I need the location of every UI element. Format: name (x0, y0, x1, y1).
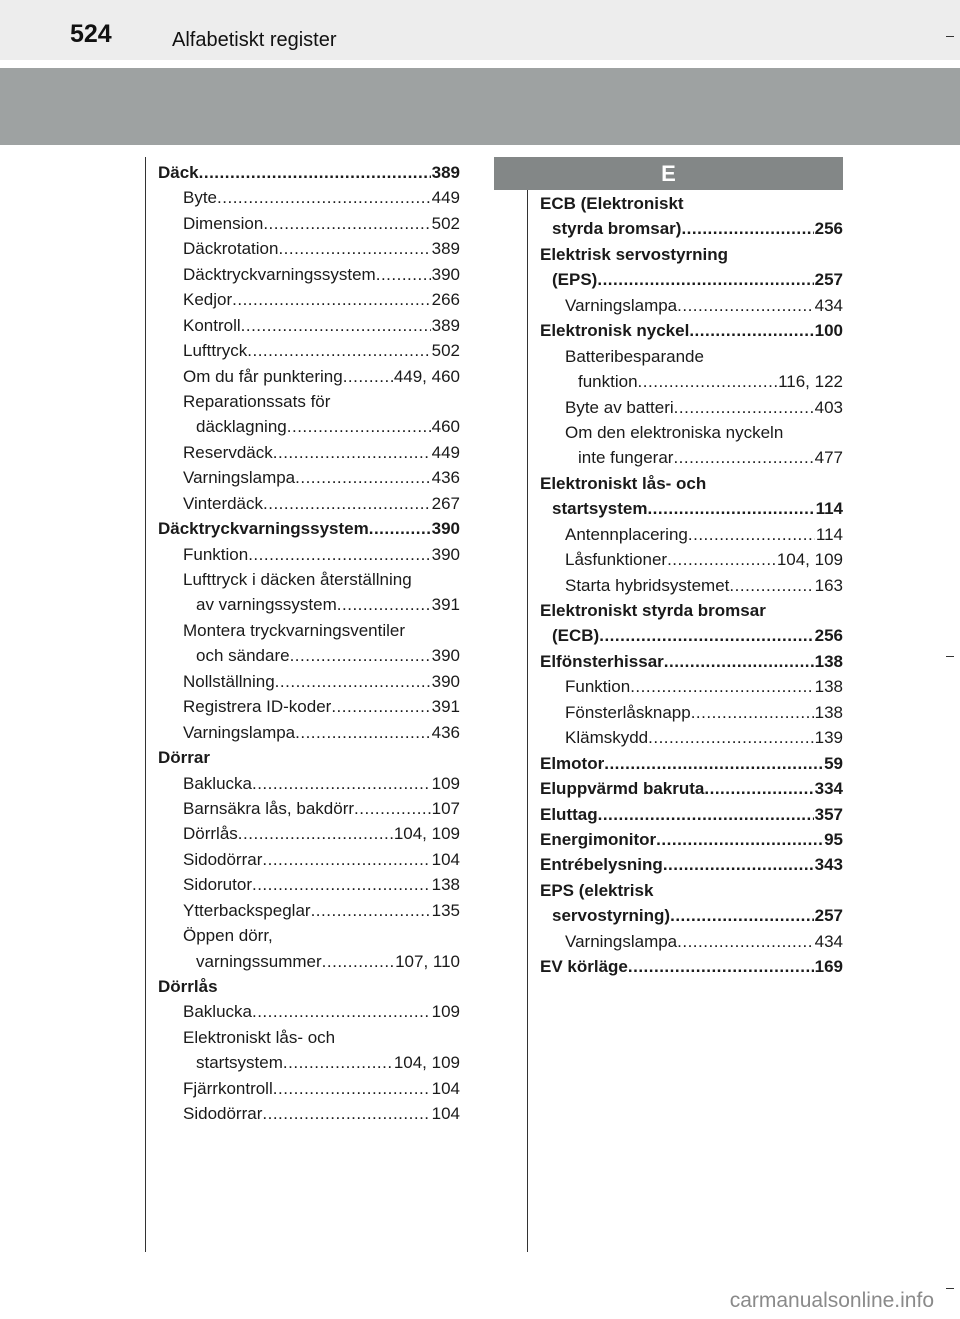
dot-leader (604, 751, 823, 776)
index-entry (158, 491, 460, 516)
index-term: Starta hybridsystemet (565, 575, 730, 595)
index-entry (158, 211, 460, 236)
index-entry (540, 878, 843, 903)
dot-leader (331, 694, 430, 719)
index-term: Barnsäkra lås, bakdörr (183, 798, 355, 818)
page-reference: 403 (814, 397, 843, 417)
page-reference: 391 (431, 697, 460, 717)
dot-leader (354, 796, 431, 821)
index-term: Reparationssats för (183, 391, 331, 411)
dot-leader (287, 414, 431, 439)
index-term: EPS (elektrisk (540, 880, 654, 900)
index-term: Antennplacering (565, 524, 688, 544)
dot-leader (337, 592, 431, 617)
dot-leader (262, 1101, 430, 1126)
dot-leader (670, 903, 814, 928)
page-reference: 390 (431, 646, 460, 666)
index-term: däcklagning (196, 417, 287, 437)
index-entry (158, 618, 460, 643)
page-reference: 266 (431, 290, 460, 310)
index-term: varningssummer (196, 951, 322, 971)
dot-leader (295, 720, 430, 745)
index-term: Kedjor (183, 290, 233, 310)
index-entry (158, 796, 460, 821)
page-reference: 139 (814, 728, 843, 748)
index-entry (158, 745, 460, 770)
index-entry (540, 674, 843, 699)
index-entry (540, 420, 843, 445)
crop-mark (946, 656, 954, 657)
dot-leader (238, 821, 393, 846)
page-reference: 436 (431, 468, 460, 488)
dot-leader (681, 216, 813, 241)
dot-leader (729, 573, 813, 598)
page-reference: 389 (431, 163, 460, 182)
index-term: Funktion (183, 544, 249, 564)
page-reference: 389 (431, 315, 460, 335)
index-entry (540, 267, 843, 292)
index-term: Dörrlås (183, 824, 238, 844)
column-rule-left (145, 157, 146, 1252)
dot-leader (647, 496, 814, 521)
page-reference: 434 (814, 931, 843, 951)
index-entry (158, 364, 460, 389)
page-reference: 256 (814, 626, 843, 646)
page-reference: 390 (431, 544, 460, 564)
page-reference: 104 (431, 1078, 460, 1098)
index-term: Däcktryckvarningssystem (183, 264, 376, 284)
index-entry (540, 293, 843, 318)
page-reference: 107 (431, 798, 460, 818)
page-reference: 477 (814, 448, 843, 468)
page-reference: 436 (431, 722, 460, 742)
index-entry (158, 440, 460, 465)
page-reference: 390 (431, 264, 460, 284)
section-title: Alfabetiskt register (172, 29, 337, 51)
index-entry (158, 1076, 460, 1101)
dot-leader (278, 236, 430, 261)
dot-leader (252, 999, 431, 1024)
dot-leader (677, 293, 813, 318)
dot-leader (648, 725, 813, 750)
dot-leader (295, 465, 430, 490)
index-entry (540, 522, 843, 547)
index-entry (158, 592, 460, 617)
index-term: Funktion (565, 677, 631, 697)
index-column-right (540, 191, 843, 980)
page-reference: 109 (431, 1002, 460, 1022)
index-term: startsystem (552, 499, 648, 519)
index-entry (540, 344, 843, 369)
index-entry (540, 471, 843, 496)
index-term: Elmotor (540, 753, 605, 773)
dot-leader (217, 185, 431, 210)
index-term: Fjärrkontroll (183, 1078, 273, 1098)
index-term: Nollställning (183, 671, 275, 691)
index-term: startsystem (196, 1053, 283, 1073)
page-reference: 114 (815, 524, 843, 544)
index-entry (158, 898, 460, 923)
dot-leader (273, 440, 431, 465)
index-term: Ytterbackspeglar (183, 900, 311, 920)
index-term: Byte av batteri (565, 397, 674, 417)
dot-leader (598, 802, 814, 827)
index-term: Elektroniskt lås- och (540, 473, 707, 493)
page-reference: 95 (824, 829, 843, 849)
dot-leader (376, 262, 431, 287)
index-term: Byte (183, 188, 218, 208)
index-term: Sidorutor (183, 875, 252, 895)
index-term: styrda bromsar) (552, 219, 682, 239)
page-reference: 104 (431, 1104, 460, 1124)
dot-leader (667, 547, 776, 572)
dot-leader (691, 700, 814, 725)
index-term: ECB (Elektroniskt (540, 194, 684, 213)
dot-leader (677, 929, 813, 954)
header-band (0, 68, 960, 145)
dot-leader (290, 643, 431, 668)
index-term: Varningslampa (183, 468, 296, 488)
index-entry (540, 445, 843, 470)
index-entry (540, 903, 843, 928)
dot-leader (704, 776, 813, 801)
index-entry (158, 999, 460, 1024)
index-entry (158, 949, 460, 974)
index-entry (540, 700, 843, 725)
index-term: Elektrisk servostyrning (540, 244, 729, 264)
page-reference: 460 (431, 417, 460, 437)
index-entry (540, 573, 843, 598)
index-term: funktion (578, 372, 638, 392)
page-reference: 449, 460 (393, 366, 460, 386)
index-term: Dörrar (158, 748, 210, 768)
letter-heading: E (494, 157, 843, 190)
dot-leader (628, 954, 814, 979)
index-entry (540, 216, 843, 241)
index-term: Elektronisk nyckel (540, 321, 690, 341)
page-reference: 116, 122 (778, 372, 843, 392)
page-reference: 257 (814, 906, 843, 926)
index-entry (158, 771, 460, 796)
index-entry (540, 318, 843, 343)
index-entry (158, 542, 460, 567)
page-reference: 138 (814, 677, 843, 697)
dot-leader (252, 771, 431, 796)
index-term: servostyrning) (552, 906, 671, 926)
index-term: Lufttryck i däcken återställning (183, 570, 412, 589)
index-term: Däck (158, 163, 199, 182)
page-reference: 138 (814, 651, 843, 671)
page-reference: 59 (824, 753, 843, 773)
index-entry (540, 395, 843, 420)
index-term: Baklucka (183, 1002, 252, 1022)
page-reference: 114 (815, 499, 843, 519)
index-term: Batteribesparande (565, 346, 704, 366)
crop-mark (946, 36, 954, 37)
index-term: Klämskydd (565, 728, 649, 748)
index-entry (158, 923, 460, 948)
dot-leader (275, 669, 431, 694)
page-reference: 109 (431, 773, 460, 793)
index-entry (540, 598, 843, 623)
dot-leader (656, 827, 823, 852)
page-reference: 256 (814, 219, 843, 239)
index-entry (540, 496, 843, 521)
index-term: av varningssystem (196, 595, 337, 615)
index-term: Sidodörrar (183, 849, 263, 869)
index-term: Om du får punktering (183, 366, 343, 386)
dot-leader (638, 369, 778, 394)
page-number: 524 (70, 20, 112, 48)
index-term: Baklucka (183, 773, 252, 793)
index-term: Däckrotation (183, 239, 279, 259)
index-entry (540, 852, 843, 877)
index-entry (158, 1050, 460, 1075)
index-term: Lufttryck (183, 341, 248, 361)
dot-leader (689, 318, 813, 343)
dot-leader (252, 872, 431, 897)
index-term: Elektroniskt lås- och (183, 1027, 336, 1047)
index-term: Reservdäck (183, 442, 273, 462)
index-term: Eluppvärmd bakruta (540, 779, 705, 799)
dot-leader (263, 491, 431, 516)
index-entry (158, 643, 460, 668)
dot-leader (283, 1050, 393, 1075)
index-term: Elektroniskt styrda bromsar (540, 601, 766, 620)
index-term: Sidodörrar (183, 1104, 263, 1124)
dot-leader (343, 364, 393, 389)
page-reference: 357 (814, 804, 843, 824)
index-term: Fönsterlåsknapp (565, 702, 691, 722)
index-entry (540, 802, 843, 827)
page-reference: 502 (431, 213, 460, 233)
dot-leader (262, 847, 430, 872)
page-reference: 138 (814, 702, 843, 722)
index-column-left (158, 160, 460, 1127)
index-term: Entrébelysning (540, 855, 663, 875)
index-term: Eluttag (540, 804, 598, 824)
index-entry (158, 313, 460, 338)
index-entry (158, 389, 460, 414)
index-term: (EPS) (552, 270, 598, 290)
index-entry (158, 872, 460, 897)
dot-leader (630, 674, 813, 699)
index-term: Kontroll (183, 315, 241, 335)
index-entry (540, 623, 843, 648)
index-entry (158, 669, 460, 694)
dot-leader (664, 649, 814, 674)
index-entry (540, 954, 843, 979)
page-reference: 390 (431, 519, 460, 539)
dot-leader (599, 623, 813, 648)
index-entry (158, 160, 460, 185)
index-term: (ECB) (552, 626, 600, 646)
index-entry (158, 516, 460, 541)
index-entry (158, 1025, 460, 1050)
index-entry (158, 287, 460, 312)
page-reference: 267 (431, 493, 460, 513)
index-entry (540, 725, 843, 750)
dot-leader (273, 1076, 431, 1101)
dot-leader (241, 313, 431, 338)
page-reference: 334 (814, 779, 843, 799)
column-rule-middle (527, 157, 528, 1252)
dot-leader (199, 160, 431, 185)
index-term: Låsfunktioner (565, 550, 668, 570)
page-reference: 169 (814, 957, 843, 977)
dot-leader (369, 516, 431, 541)
page-reference: 449 (431, 188, 460, 208)
dot-leader (232, 287, 430, 312)
page-reference: 104, 109 (393, 824, 460, 844)
page-reference: 107, 110 (395, 951, 460, 971)
index-term: Varningslampa (183, 722, 296, 742)
index-entry (540, 191, 843, 216)
index-entry (158, 185, 460, 210)
page-reference: 104 (431, 849, 460, 869)
index-term: Däcktryckvarningssystem (158, 519, 369, 539)
dot-leader (311, 898, 431, 923)
index-entry (540, 547, 843, 572)
index-entry (158, 720, 460, 745)
index-entry (540, 827, 843, 852)
page-reference: 138 (431, 875, 460, 895)
index-term: Vinterdäck (183, 493, 264, 513)
dot-leader (673, 445, 813, 470)
index-entry (158, 236, 460, 261)
page-reference: 100 (814, 321, 843, 341)
index-entry (540, 242, 843, 267)
page-reference: 343 (814, 855, 843, 875)
page-reference: 390 (431, 671, 460, 691)
page-reference: 104, 109 (776, 550, 843, 570)
page-reference: 389 (431, 239, 460, 259)
dot-leader (688, 522, 815, 547)
dot-leader (248, 542, 430, 567)
index-entry (158, 1101, 460, 1126)
index-term: Elfönsterhissar (540, 651, 664, 671)
page-reference: 434 (814, 295, 843, 315)
index-entry (158, 821, 460, 846)
page-header (0, 0, 960, 60)
index-entry (540, 751, 843, 776)
index-term: Montera tryckvarningsventiler (183, 620, 406, 640)
index-term: Registrera ID-koder (183, 697, 332, 717)
index-entry (540, 649, 843, 674)
index-entry (540, 929, 843, 954)
page-reference: 449 (431, 442, 460, 462)
page-reference: 391 (431, 595, 460, 615)
index-entry (158, 465, 460, 490)
index-entry (158, 567, 460, 592)
dot-leader (322, 949, 394, 974)
index-term: Om den elektroniska nyckeln (565, 422, 784, 442)
dot-leader (597, 267, 813, 292)
index-entry (158, 974, 460, 999)
dot-leader (263, 211, 430, 236)
index-entry (540, 776, 843, 801)
page-reference: 104, 109 (393, 1053, 460, 1073)
index-term: Varningslampa (565, 295, 678, 315)
index-term: Energimonitor (540, 829, 657, 849)
index-entry (540, 369, 843, 394)
index-term: Dörrlås (158, 977, 218, 996)
dot-leader (663, 852, 814, 877)
index-entry (158, 847, 460, 872)
page-reference: 502 (431, 341, 460, 361)
dot-leader (674, 395, 814, 420)
index-term: inte fungerar (578, 448, 674, 468)
index-term: Öppen dörr, (183, 926, 273, 946)
index-term: Varningslampa (565, 931, 678, 951)
index-entry (158, 338, 460, 363)
index-entry (158, 694, 460, 719)
index-term: och sändare (196, 646, 290, 666)
dot-leader (247, 338, 430, 363)
index-term: EV körläge (540, 957, 628, 977)
page-reference: 135 (431, 900, 460, 920)
crop-mark (946, 1288, 954, 1289)
index-entry (158, 262, 460, 287)
index-term: Dimension (183, 213, 264, 233)
page-reference: 257 (814, 270, 843, 290)
index-entry (158, 414, 460, 439)
page-reference: 163 (814, 575, 843, 595)
watermark: carmanualsonline.info (729, 1289, 934, 1312)
